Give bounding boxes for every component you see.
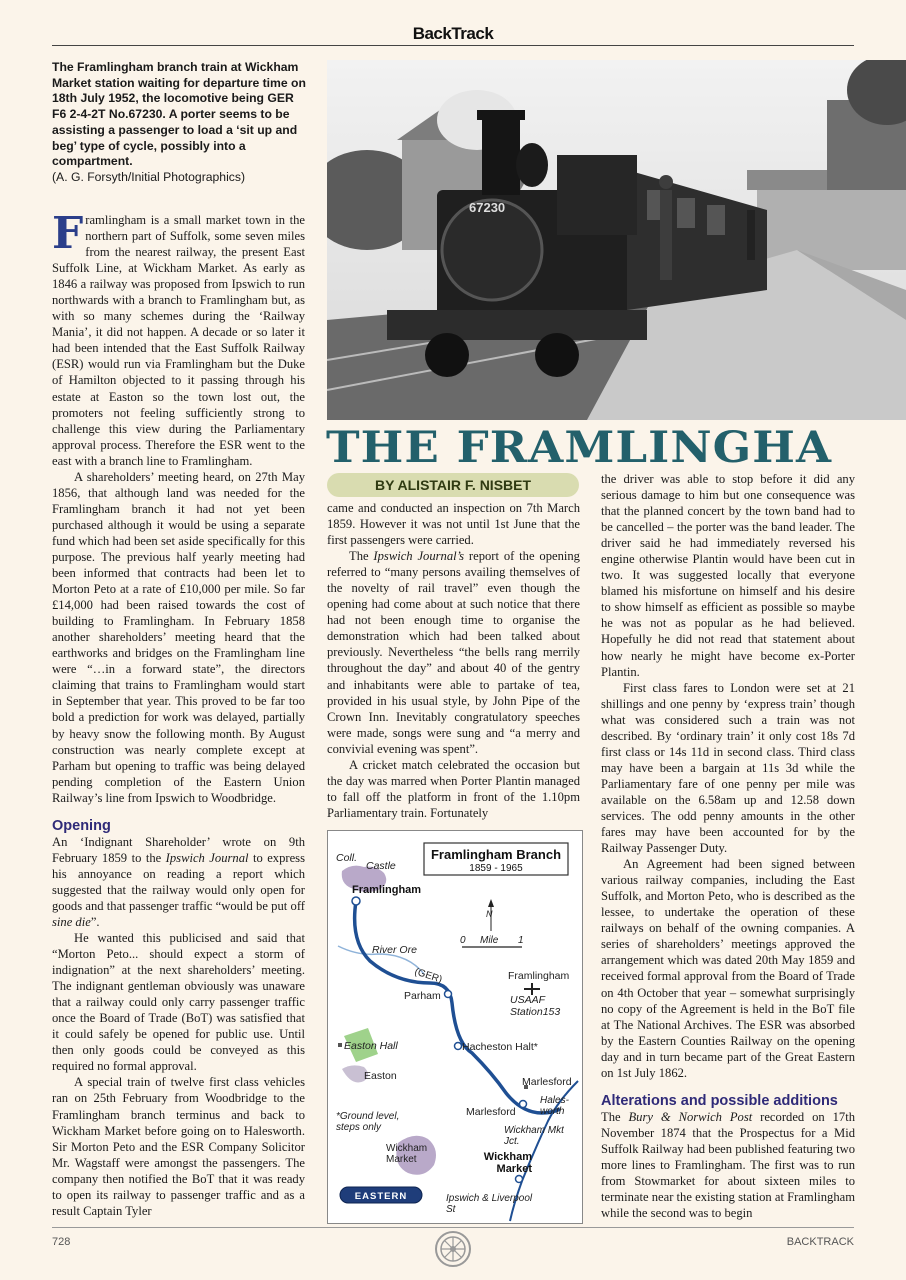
label-wickham-station: Wickham Market (483, 1151, 532, 1175)
text-run: An ‘Indignant Shareholder’ wrote on 9th February 1859 to the (52, 834, 305, 865)
footer-brand: BACKTRACK (786, 1236, 854, 1248)
label-ground-level-wrap (336, 1111, 426, 1141)
photo-caption (52, 60, 310, 186)
label-marlesford-station: Marlesford (466, 1106, 516, 1118)
paragraph: A special train of twelve first class vehicles ran on 25th February from Woodbridge to the Framlingham branch terminus and back to Wickham Market before going on to Halesworth. Sir Morton Peto and the ESR Company Solicitor Mr. Wagstaff were amongst the passengers. The company then notified the BoT that it was ready to open its railway to passenger traffic and as a result Captain Tyler (52, 1075, 305, 1218)
map-title: Framlingham Branch (430, 847, 562, 862)
label-ipswich-wrap (446, 1193, 536, 1223)
marlesford-station (520, 1101, 527, 1108)
article-title: THE FRAMLINGHA (326, 424, 833, 472)
paragraph (601, 1109, 855, 1221)
paragraph: came and conducted an inspection on 7th March 1859. However it was not until 1st June that the first passengers were carried. (327, 501, 580, 548)
text-run: The (601, 1109, 629, 1124)
text-run: ”. (90, 914, 100, 929)
text-run: recorded on 17th November 1874 that the Prospectus for a Mid Suffolk Railway had been published featuring two more lines to Framlingham. The first was to run from Stowmarket for about sixteen miles to terminate near the existing station at Framlingham while the second was to begin (601, 1109, 855, 1221)
label-halesworth-wrap (540, 1095, 582, 1125)
paragraph: He wanted this publicised and said that “Morton Peto... should expect a storm of indignation” at the next shareholders’ meeting. The indignant gentleman obviously was unaware that a railway could only carry passenger traffic once the Board of Trade (BoT) was satisfied that it could safely be opened for public use. Until then only goods could be conveyed as this required no formal approval. (52, 931, 305, 1074)
hacheston-halt (455, 1043, 462, 1050)
map-years: 1859 - 1965 (469, 863, 523, 874)
section-heading-alterations: Alterations and possible additions (601, 1092, 838, 1109)
label-airfield: Framlingham (508, 970, 570, 982)
scale-mile: Mile (480, 935, 499, 946)
paragraph (52, 834, 305, 930)
dropcap: F (52, 208, 84, 259)
label-north: N (486, 909, 493, 919)
label-wickham-jct: Wickham Mkt Jct. (504, 1125, 564, 1147)
label-river-ore: River Ore (372, 944, 417, 956)
text-run: report of the opening referred to “many persons availing themselves of the novelty of rail travel” even though the opening had come about at such notice that there had not been enough time to organise the demonstration which had been talked about previously. Nevertheless “the bells rang merrily throughout the day” and about 40 of the gentry and inhabitants were able to partake of tea, provided in his usual style, by John Pipe of the Crown Inn. Inevitably congratulatory speeches were made, songs were sung and “a merry and convivial evening was spent”. (327, 549, 580, 756)
label-coll: Coll. (336, 852, 358, 864)
label-ger: (GER) (413, 966, 444, 986)
locomotive-photo (327, 60, 906, 420)
paragraph (327, 548, 580, 757)
label-easton-hall: Easton Hall (344, 1040, 398, 1052)
label-usaaf: USAAF (510, 994, 546, 1006)
loco-number: 67230 (469, 200, 506, 215)
page-header (0, 0, 906, 46)
map-illustration (328, 831, 582, 1223)
publication-name: Ipswich Journal’s (373, 549, 465, 564)
label-wickham-town-wrap (386, 1143, 440, 1173)
publication-name: Ipswich Journal (165, 850, 249, 865)
label-ground-level: *Ground level, steps only (336, 1111, 400, 1133)
masthead: BackTrack (412, 24, 494, 43)
text-run: The (349, 549, 374, 564)
paragraph: First class fares to London were set at 21 shillings and one penny by ‘express train’ though what was considered such a train was not described. By ‘ordinary train’ it only cost 18s 7d first class or 14s 11d in second class. Third class may have been a bargain at 11s 3d while the Parliamentary fare of one penny per mile was available on the 6.58am up and 12.58 down services. The odd penny amounts in the other fares may have been accounted for by the Railway Passenger Duty. (601, 680, 855, 856)
article-column-1 (52, 208, 305, 1219)
article-column-2 (327, 500, 580, 821)
wheel-logo-icon (434, 1230, 472, 1268)
label-hacheston: Hacheston Halt* (462, 1041, 538, 1053)
eastern-badge-text: EASTERN (354, 1191, 408, 1202)
section-heading-opening: Opening (52, 817, 111, 834)
label-castle: Castle (366, 860, 396, 872)
label-halesworth: Hales-worth (540, 1095, 569, 1117)
label-parham: Parham (404, 990, 441, 1002)
paragraph: An Agreement had been signed between various railway companies, including the East Suffolk, and Morton Peto, who is described as the lessee, to undertake the operation of these railways on behalf of the owning companies. A series of shareholders’ meetings approved the arrangement which was dated 20th May 1859 and received formal approval from the Board of Trade on 4th October that year – somewhat surprisingly no copy of the Agreement is held in the BoT file at The National Archives. The ESR was absorbed by the Eastern Counties Railway on the opening day and in turn became part of the Great Eastern on 1st July 1862. (601, 857, 855, 1080)
article-column-3 (601, 471, 855, 1221)
page-number: 728 (52, 1236, 71, 1248)
text-run: to express his annoyance on reading a report which suggested that the railway would only open for goods and that passenger traffic “would be put off (52, 850, 305, 913)
paragraph: the driver was able to stop before it did any serious damage to him but one consequence was that the planned concert by the town band had to be cancelled – the porter was the band leader. The driver said he had immediately reversed his engine otherwise Plantin would have been cut in two. It was suggested locally that everyone blamed his misfortune on himself and his desire to show himself as efficient as possible so maybe he was not as popular as he had believed. Hopefully he did not read that statement about how nearly he might have become ex-Porter Plantin. (601, 472, 855, 679)
framlingham-station (352, 897, 360, 905)
paragraph (52, 208, 305, 469)
publication-name: Bury & Norwich Post (628, 1109, 753, 1124)
label-framlingham: Framlingham (352, 884, 422, 896)
branch-map (327, 830, 583, 1224)
caption-credit: (A. G. Forsyth/Initial Photographics) (52, 169, 246, 184)
paragraph: A cricket match celebrated the occasion but the day was marred when Porter Plantin managed to fall off the platform in front of the 1.10pm Parliamentary train. Fortunately (327, 757, 580, 820)
parham-station (445, 991, 452, 998)
footer-rule (52, 1227, 854, 1228)
label-wickham-station-wrap (462, 1151, 532, 1181)
easton-hall-marker (338, 1043, 342, 1047)
label-wickham-town: Wickham Market (386, 1143, 428, 1165)
paragraph-text: ramlingham is a small market town in the northern part of Suffolk, some seven miles from the nearest railway, the present East Suffolk Line, at Wickham Market. As early as 1846 a railway was proposed from Ipswich to run northwards with a branch to Framlingham but, as with so many schemes during the ‘Railway Mania’, it did not happen. A decade or so later it had been intended that the East Suffolk Railway (ESR) would run via Framlingham but the Duke of Hamilton objected to it passing through his estate at Easton so the town lost out, the promoters not feeling sufficiently strong to challenge this view during the Parliamentary approval process. Therefore the ESR went to the east with a branch line to Framlingham. (52, 213, 305, 468)
caption-text: The Framlingham branch train at Wickham Market station waiting for departure time on 18th July 1952, the locomotive being GER F6 2-4-2T No.67230. A porter seems to be assisting a passenger to load a ‘sit up and beg’ type of cycle, possibly into a compartment. (52, 60, 306, 169)
label-marlesford-village: Marlesford (522, 1076, 572, 1088)
latin-phrase: sine die (52, 914, 91, 929)
scale-zero: 0 (460, 935, 466, 946)
label-ipswich: Ipswich & Liverpool St (446, 1193, 533, 1215)
header-rule (52, 45, 854, 46)
label-easton: Easton (364, 1070, 397, 1082)
photo-illustration (327, 60, 906, 420)
article-byline: BY ALISTAIR F. NISBET (327, 473, 579, 497)
scale-one: 1 (518, 935, 524, 946)
paragraph: A shareholders’ meeting heard, on 27th May 1856, that although land was needed for the Framlingham branch it had not yet been purchased although it would be using a separate fund which had been set aside specifically for this purpose. The previous half yearly meeting had been informed that contracts had been let to Morton Peto at a rate of £10,000 per mile. So far £14,000 had been raised towards the cost of building to Framlingham. In February 1858 another shareholders’ meeting heard that the earthworks and bridges on the Framlingham line were “…in a forward state”, the directors claiming that trains to Framlingham would start in September that year. This proved to be far too bold a prediction for work was delayed, partially by heavy snow the following month. By August construction was nearly complete except at Parham but opening to traffic was being delayed pending completion of the Eastern Union Railway’s line from Ipswich to Woodbridge. (52, 469, 305, 805)
label-station153: Station153 (510, 1006, 561, 1018)
